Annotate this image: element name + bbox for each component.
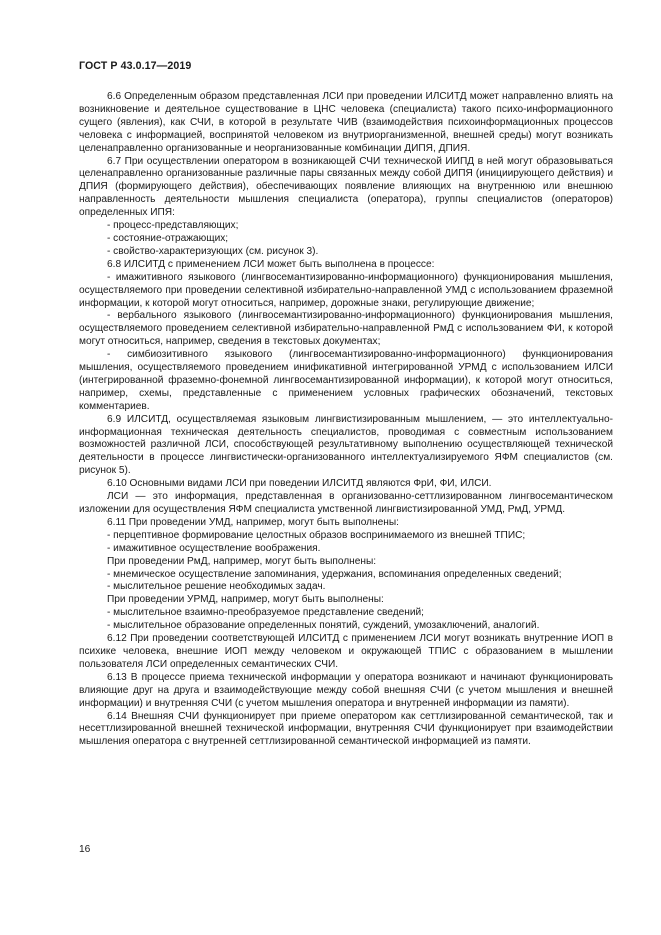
paragraph: 6.9 ИЛСИТД, осуществляемая языковым лингвистизированным мышлением, — это интеллектуально-информационная техническая деятельность специалистов, проводимая с совместным использованием возможностей различной ЛСИ, способствующей результативному выполнению осуществляющей технической деятельности в процессе лингвистически-организованного интеллектуализируемого ЯФМ специалистов (см. рисунок 5). — [79, 413, 613, 477]
list-item: - имажитивное осуществление воображения. — [107, 542, 321, 554]
page-number: 16 — [79, 844, 91, 855]
list-item: - вербального языкового (лингвосемантизированно-информационного) функционирования мышления, осуществляемого проведением селективной избирательно-направленной РмД с использованием ФИ, к которой могут относиться, например, сведения в текстовых документах; — [79, 310, 613, 348]
paragraph: 6.13 В процессе приема технической информации у оператора возникают и начинают функционировать влияющие друг на друга и взаимодействующие между собой внешняя СЧИ (с учетом мышления и внешней информации) и внутренняя СЧИ (с учетом мышления оператора и внутренней информации из памяти). — [79, 671, 613, 709]
document-header: ГОСТ Р 43.0.17—2019 — [79, 60, 192, 72]
list-item: - мнемическое осуществление запоминания, удержания, вспоминания определенных сведений; — [107, 568, 562, 580]
paragraph: При проведении РмД, например, могут быть выполнены: — [107, 555, 377, 567]
paragraph: 6.12 При проведении соответствующей ИЛСИТД с применением ЛСИ могут возникать внутренние ИОП в психике человека, внешние ИОП между человеком и окружающей ТПИС с образованием в мышлении пользователя ЛСИ определенных семантических СЧИ. — [79, 633, 613, 670]
list-item: - процесс-представляющих; — [107, 220, 239, 232]
list-item: - имажитивного языкового (лингвосемантизированно-информационного) функционирования мышления, осуществляемого при проведении селективной избирательно-направленной УМД с использованием фраземной информации, к которой могут относиться, например, дорожные знаки, регулирующие движение; — [79, 271, 613, 309]
list-item: - перцептивное формирование целостных образов воспринимаемого из внешней ТПИС; — [107, 529, 526, 541]
paragraph: При проведении УРМД, например, могут быть выполнены: — [107, 594, 384, 606]
paragraph: 6.10 Основными видами ЛСИ при поведении ИЛСИТД являются ФрИ, ФИ, ИЛСИ. — [107, 478, 492, 490]
paragraph: 6.11 При проведении УМД, например, могут быть выполнены: — [107, 516, 399, 528]
paragraph: 6.7 При осуществлении оператором в возникающей СЧИ технической ИИПД в ней могут образовываться целенаправленно организованные различные пары связанных между собой ДИПЯ (инициирующего действия) и ДПИЯ (формирующего действия), обеспечивающих появление влияющих на внутреннюю или внешнюю направленность деятельности мышления специалиста (оператора), группы специалистов (операторов) определенных ИПЯ: — [79, 155, 613, 219]
paragraph: 6.8 ИЛСИТД с применением ЛСИ может быть выполнена в процессе: — [107, 258, 435, 270]
list-item: - свойство-характеризующих (см. рисунок 3). — [107, 245, 319, 257]
list-item: - мыслительное образование определенных понятий, суждений, умозаключений, аналогий. — [107, 620, 540, 632]
paragraph: ЛСИ — это информация, представленная в организованно-сеттлизированном лингвосемантическом изложении для осуществления ЯФМ специалиста умственной лингвистизированной УМД, РмД, УРМД. — [79, 491, 613, 515]
paragraph: 6.6 Определенным образом представленная ЛСИ при проведении ИЛСИТД может направленно влиять на возникновение и деятельное существование в ЦНС человека (специалиста) такого психо-информационного сущего (явления), как СЧИ, в которой в результате ЧИВ (взаимодействия психоинформационных процессов человека с информацией, воспринятой человеком из внутриорганизменной, внешней среды) могут возникать целенаправленно организованные и неорганизованные комбинации ДИПЯ, ДПИЯ. — [79, 91, 613, 154]
list-item: - мыслительное решение необходимых задач. — [107, 581, 326, 593]
list-item: - симбиозитивного языкового (лингвосемантизированно-информационного) функционирования мышления, осуществляемого проведением инификативной интегрированной УРМД с использованием ИЛСИ (интегрированной фраземно-фонемной лингвосемантизированной информации), к которой могут относиться, например, схемы, представленные с применением условных графических обозначений, текстовых комментариев. — [79, 349, 613, 412]
paragraph: 6.14 Внешняя СЧИ функционирует при приеме оператором как сеттлизированной семантической, так и несеттлизированной внешней технической информации, внутренняя СЧИ функционирует при взаимодействии мышления оператора с внутренней сеттлизированной семантической информацией из памяти. — [79, 710, 613, 748]
list-item: - состояние-отражающих; — [107, 232, 229, 244]
list-item: - мыслительное взаимно-преобразуемое представление сведений; — [107, 607, 424, 619]
document-body — [79, 91, 613, 749]
